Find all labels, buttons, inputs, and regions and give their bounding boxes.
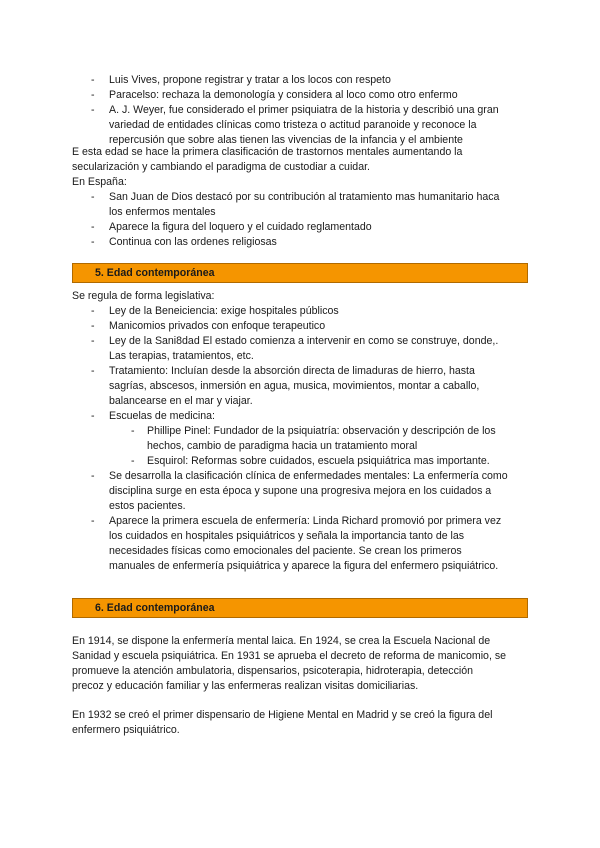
list-item: Paracelso: rechaza la demonología y considera al loco como otro enfermo — [109, 89, 458, 101]
sub-list-item: Phillipe Pinel: Fundador de la psiquiatría: observación y descripción de los hechos, cambio de paradigma hacia un tratamiento moral — [147, 425, 496, 452]
list-item: Se desarrolla la clasificación clínica de enfermedades mentales: La enfermería como disciplina surge en esta época y supone una progresiva mejora en los cuidados a estos pacientes. — [109, 470, 508, 512]
document-page: - Luis Vives, propone registrar y tratar a los locos con respeto - Paracelso: rechaza la demonología y considera al loco como otro enfermo - A. J. Weyer, fue considerado el primer psiquiatra de la historia y describió una gran variedad de entidades clínicas como tristeza o actitud paranoide y reconoce la repercusión que sobre alas tienen las vivencias de la infancia y el ambiente E esta edad se hace la primera clasificación de trastornos mentales aumentando la secularización y cambiando el paradigma de custodiar a cuidar. En España: - San Juan de Dios destacó por su contribución al tratamiento mas humanitario haca los enfermos mentales - Aparece la figura del loquero y el cuidado reglamentado - Continua con las ordenes religiosas 5. Edad contemporánea Se regula de forma legislativa: - Ley de la Beneiciencia: exige hospitales públicos - Manicomios privados con enfoque terapeutico - Ley de la Sani8dad El estado comienza a intervenir en como se construye, donde,. Las terapias, tratamientos, etc. - Tratamiento: Incluían desde la absorción directa de limaduras de hierro, hasta sagrías, abscesos, inmersión en agua, musica, movimientos, montar a caballo, balancearse en el mar y viajar. - Escuelas de medicina: - Phillipe Pinel: Fundador de la psiquiatría: observación y descripción de los hechos, cambio de paradigma hacia un tratamiento moral - Esquirol: Reformas sobre cuidados, escuela psiquiátrica mas importante. - Se desarrolla la clasificación clínica de enfermedades mentales: La enfermería como disciplina surge en esta época y supone una progresiva mejora en los cuidados a estos pacientes. - Aparece la primera escuela de enfermería: Linda Richard promovió por primera vez los cuidados en hospitales psiquiátricos y señala la importancia tanto de las necesidades físicas como emocionales del paciente. Se crean los primeros manuales de enfermería psiquiátrica y aparece la figura del enfermero psiquiátrico. 6. Edad contemporánea En 1914, se dispone la enfermería mental laica. En 1924, se crea la Escuela Nacional de Sanidad y escuela psiquiátrica. En 1931 se aprueba el decreto de reforma de manicomio, se promueve la atención ambulatoria, dispensarios, psicoterapia, hidroterapia, detección precoz y educación familiar y las enfermeras realizan visitas domiciliarias. En 1932 se creó el primer dispensario de Higiene Mental en Madrid y se creó la figura del enfermero psiquiátrico. — [0, 0, 600, 848]
list-item: Manicomios privados con enfoque terapeutico — [109, 320, 326, 332]
section-heading: 6. Edad contemporánea — [95, 602, 215, 614]
list-item: San Juan de Dios destacó por su contribución al tratamiento mas humanitario haca los enfermos mentales — [109, 191, 500, 218]
section-heading-bar — [72, 598, 528, 618]
section-heading-bar — [72, 263, 528, 283]
list-item: Tratamiento: Incluían desde la absorción directa de limaduras de hierro, hasta sagrías, abscesos, inmersión en agua, musica, movimientos, montar a caballo, balancearse en el mar y viajar. — [109, 365, 480, 407]
list-item: Ley de la Sani8dad El estado comienza a intervenir en como se construye, donde,. Las terapias, tratamientos, etc. — [109, 335, 499, 362]
list-item: A. J. Weyer, fue considerado el primer psiquiatra de la historia y describió una gran variedad de entidades clínicas como tristeza o actitud paranoide y reconoce la repercusión que sobre alas tienen las vivencias de la infancia y el ambiente — [109, 104, 499, 146]
section-heading: 5. Edad contemporánea — [95, 267, 215, 279]
list-item: Aparece la figura del loquero y el cuidado reglamentado — [109, 221, 372, 233]
paragraph: E esta edad se hace la primera clasificación de trastornos mentales aumentando la secularización y cambiando el paradigma de custodiar a cuidar. En España: — [72, 145, 532, 190]
list-item: Continua con las ordenes religiosas — [109, 236, 277, 248]
paragraph: En 1914, se dispone la enfermería mental laica. En 1924, se crea la Escuela Nacional de Sanidad y escuela psiquiátrica. En 1931 se aprueba el decreto de reforma de manicomio, se promueve la atención ambulatoria, dispensarios, psicoterapia, hidroterapia, detección precoz y educación familiar y las enfermeras realizan visitas domiciliarias. — [72, 635, 507, 692]
paragraph: En 1932 se creó el primer dispensario de Higiene Mental en Madrid y se creó la figura del enfermero psiquiátrico. — [72, 709, 493, 736]
list-item: Luis Vives, propone registrar y tratar a los locos con respeto — [109, 74, 391, 86]
sub-list-item: Esquirol: Reformas sobre cuidados, escuela psiquiátrica mas importante. — [147, 455, 490, 467]
list-item: Escuelas de medicina: — [109, 410, 215, 422]
list-item: Ley de la Beneiciencia: exige hospitales públicos — [109, 305, 339, 317]
list-item: Aparece la primera escuela de enfermería: Linda Richard promovió por primera vez los cuidados en hospitales psiquiátricos y señala la importancia tanto de las necesidades físicas como emocionales del paciente. Se crean los primeros manuales de enfermería psiquiátrica y aparece la figura del enfermero psiquiátrico. — [109, 515, 502, 572]
spain-label: En España: — [72, 176, 127, 188]
paragraph: Se regula de forma legislativa: — [72, 290, 215, 302]
